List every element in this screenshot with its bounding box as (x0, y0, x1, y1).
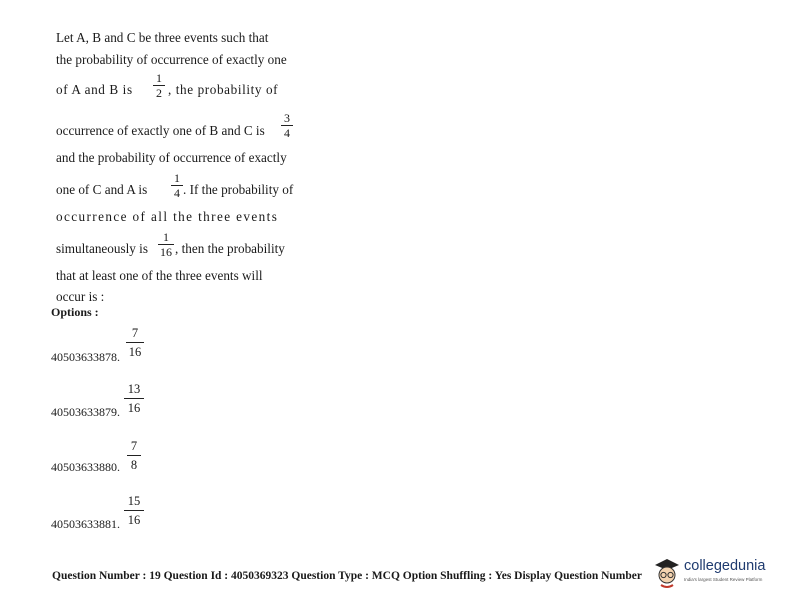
option-id: 40503633880. (51, 460, 120, 474)
fraction-one-half (153, 72, 165, 99)
fraction-numerator: 7 (130, 439, 138, 453)
option-id: 40503633881. (51, 517, 120, 531)
question-line-9: that at least one of the three events will (56, 268, 263, 283)
question-line-6a: one of C and A is (56, 182, 148, 197)
fraction-denominator: 4 (284, 126, 290, 140)
fraction-denominator: 16 (160, 245, 172, 259)
fraction-numerator: 13 (127, 382, 141, 396)
fraction-numerator: 7 (131, 326, 139, 340)
collegedunia-logo (652, 556, 772, 590)
question-line-7: occurrence of all the three events (56, 209, 279, 224)
question-meta-footer: Question Number : 19 Question Id : 4050369323 Question Type : MCQ Option Shuffling : Yes Display Question Number (52, 570, 642, 582)
fraction-denominator: 16 (127, 513, 141, 527)
question-line-5: and the probability of occurrence of exactly (56, 150, 287, 165)
fraction-denominator: 8 (130, 458, 138, 472)
fraction-denominator: 4 (174, 186, 180, 200)
option-fraction (127, 439, 141, 472)
question-line-3b: , the probability of (168, 82, 279, 97)
fraction-numerator: 3 (284, 111, 290, 125)
option-fraction (124, 382, 144, 415)
question-line-1: Let A, B and C be three events such that (56, 30, 269, 45)
fraction-three-quarters (281, 112, 293, 139)
fraction-denominator: 16 (127, 401, 141, 415)
fraction-one-sixteenth (158, 231, 174, 258)
fraction-denominator: 16 (128, 345, 142, 359)
fraction-numerator: 15 (127, 494, 141, 508)
options-label: Options : (51, 305, 99, 319)
option-id: 40503633879. (51, 405, 120, 419)
fraction-one-quarter (171, 172, 183, 199)
question-line-8b: , then the probability (175, 241, 285, 256)
option-id: 40503633878. (51, 350, 120, 364)
question-line-4: occurrence of exactly one of B and C is (56, 123, 265, 138)
graduate-mascot-icon (652, 556, 682, 590)
question-line-8a: simultaneously is (56, 241, 148, 256)
question-line-10: occur is : (56, 289, 105, 304)
logo-tagline: India's largest Student Review Platform (684, 577, 763, 582)
option-fraction (124, 494, 144, 527)
fraction-numerator: 1 (163, 230, 169, 244)
fraction-numerator: 1 (174, 171, 180, 185)
option-fraction (126, 326, 144, 359)
question-line-3a: of A and B is (56, 82, 133, 97)
question-line-6b: . If the probability of (183, 182, 294, 197)
logo-wordmark: collegedunia (684, 558, 766, 574)
fraction-numerator: 1 (156, 71, 162, 85)
fraction-denominator: 2 (156, 86, 162, 100)
question-line-2: the probability of occurrence of exactly one (56, 52, 287, 67)
